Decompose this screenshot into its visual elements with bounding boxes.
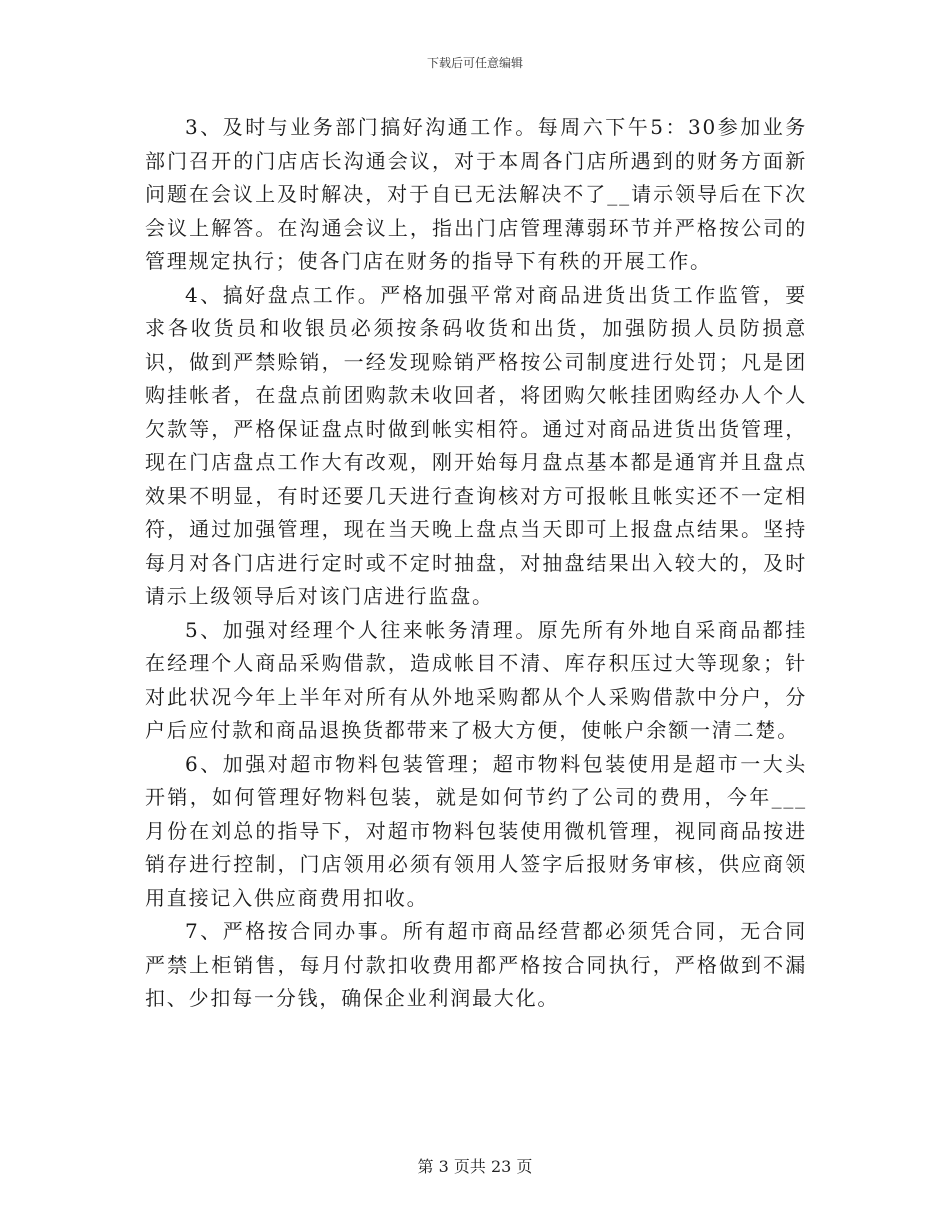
paragraph-4: 4、搞好盘点工作。严格加强平常对商品进货出货工作监管，要求各收货员和收银员必须按条码收货和出货，加强防损人员防损意识，做到严禁赊销，一经发现赊销严格按公司制度进行处罚；凡是团购挂帐者，在盘点前团购款未收回者，将团购欠帐挂团购经办人个人欠款等，严格保证盘点时做到帐实相符。通过对商品进货出货管理，现在门店盘点工作大有改观，刚开始每月盘点基本都是通宵并且盘点效果不明显，有时还要几天进行查询核对方可报帐且帐实还不一定相符，通过加强管理，现在当天晚上盘点当天即可上报盘点结果。坚持每月对各门店进行定时或不定时抽盘，对抽盘结果出入较大的，及时请示上级领导后对该门店进行监盘。: [145, 282, 807, 608]
paragraph-5: 5、加强对经理个人往来帐务清理。原先所有外地自采商品都挂在经理个人商品采购借款，造成帐目不清、库存积压过大等现象；针对此状况今年上半年对所有从外地采购都从个人采购借款中分户，分户后应付款和商品退换货都带来了极大方便，使帐户余额一清二楚。: [145, 617, 807, 742]
paragraph-3: 3、及时与业务部门搞好沟通工作。每周六下午5：30参加业务部门召开的门店店长沟通会议，对于本周各门店所遇到的财务方面新问题在会议上及时解决，对于自已无法解决不了__请示领导后在下次会议上解答。在沟通会议上，指出门店管理薄弱环节并严格按公司的管理规定执行；使各门店在财务的指导下有秩的开展工作。: [145, 115, 807, 273]
page-footer: 第 3 页共 23 页: [417, 1157, 533, 1176]
page-header: 下载后可任意编辑: [426, 56, 523, 70]
paragraph-6: 6、加强对超市物料包装管理；超市物料包装使用是超市一大头开销，如何管理好物料包装，就是如何节约了公司的费用，今年___月份在刘总的指导下，对超市物料包装使用微机管理，视同商品按进销存进行控制，门店领用必须有领用人签字后报财务审核，供应商领用直接记入供应商费用扣收。: [145, 751, 807, 910]
document-body: [145, 111, 807, 1016]
paragraph-7: 7、严格按合同办事。所有超市商品经营都必须凭合同，无合同严禁上柜销售，每月付款扣收费用都严格按合同执行，严格做到不漏扣、少扣每一分钱，确保企业利润最大化。: [145, 919, 807, 1010]
